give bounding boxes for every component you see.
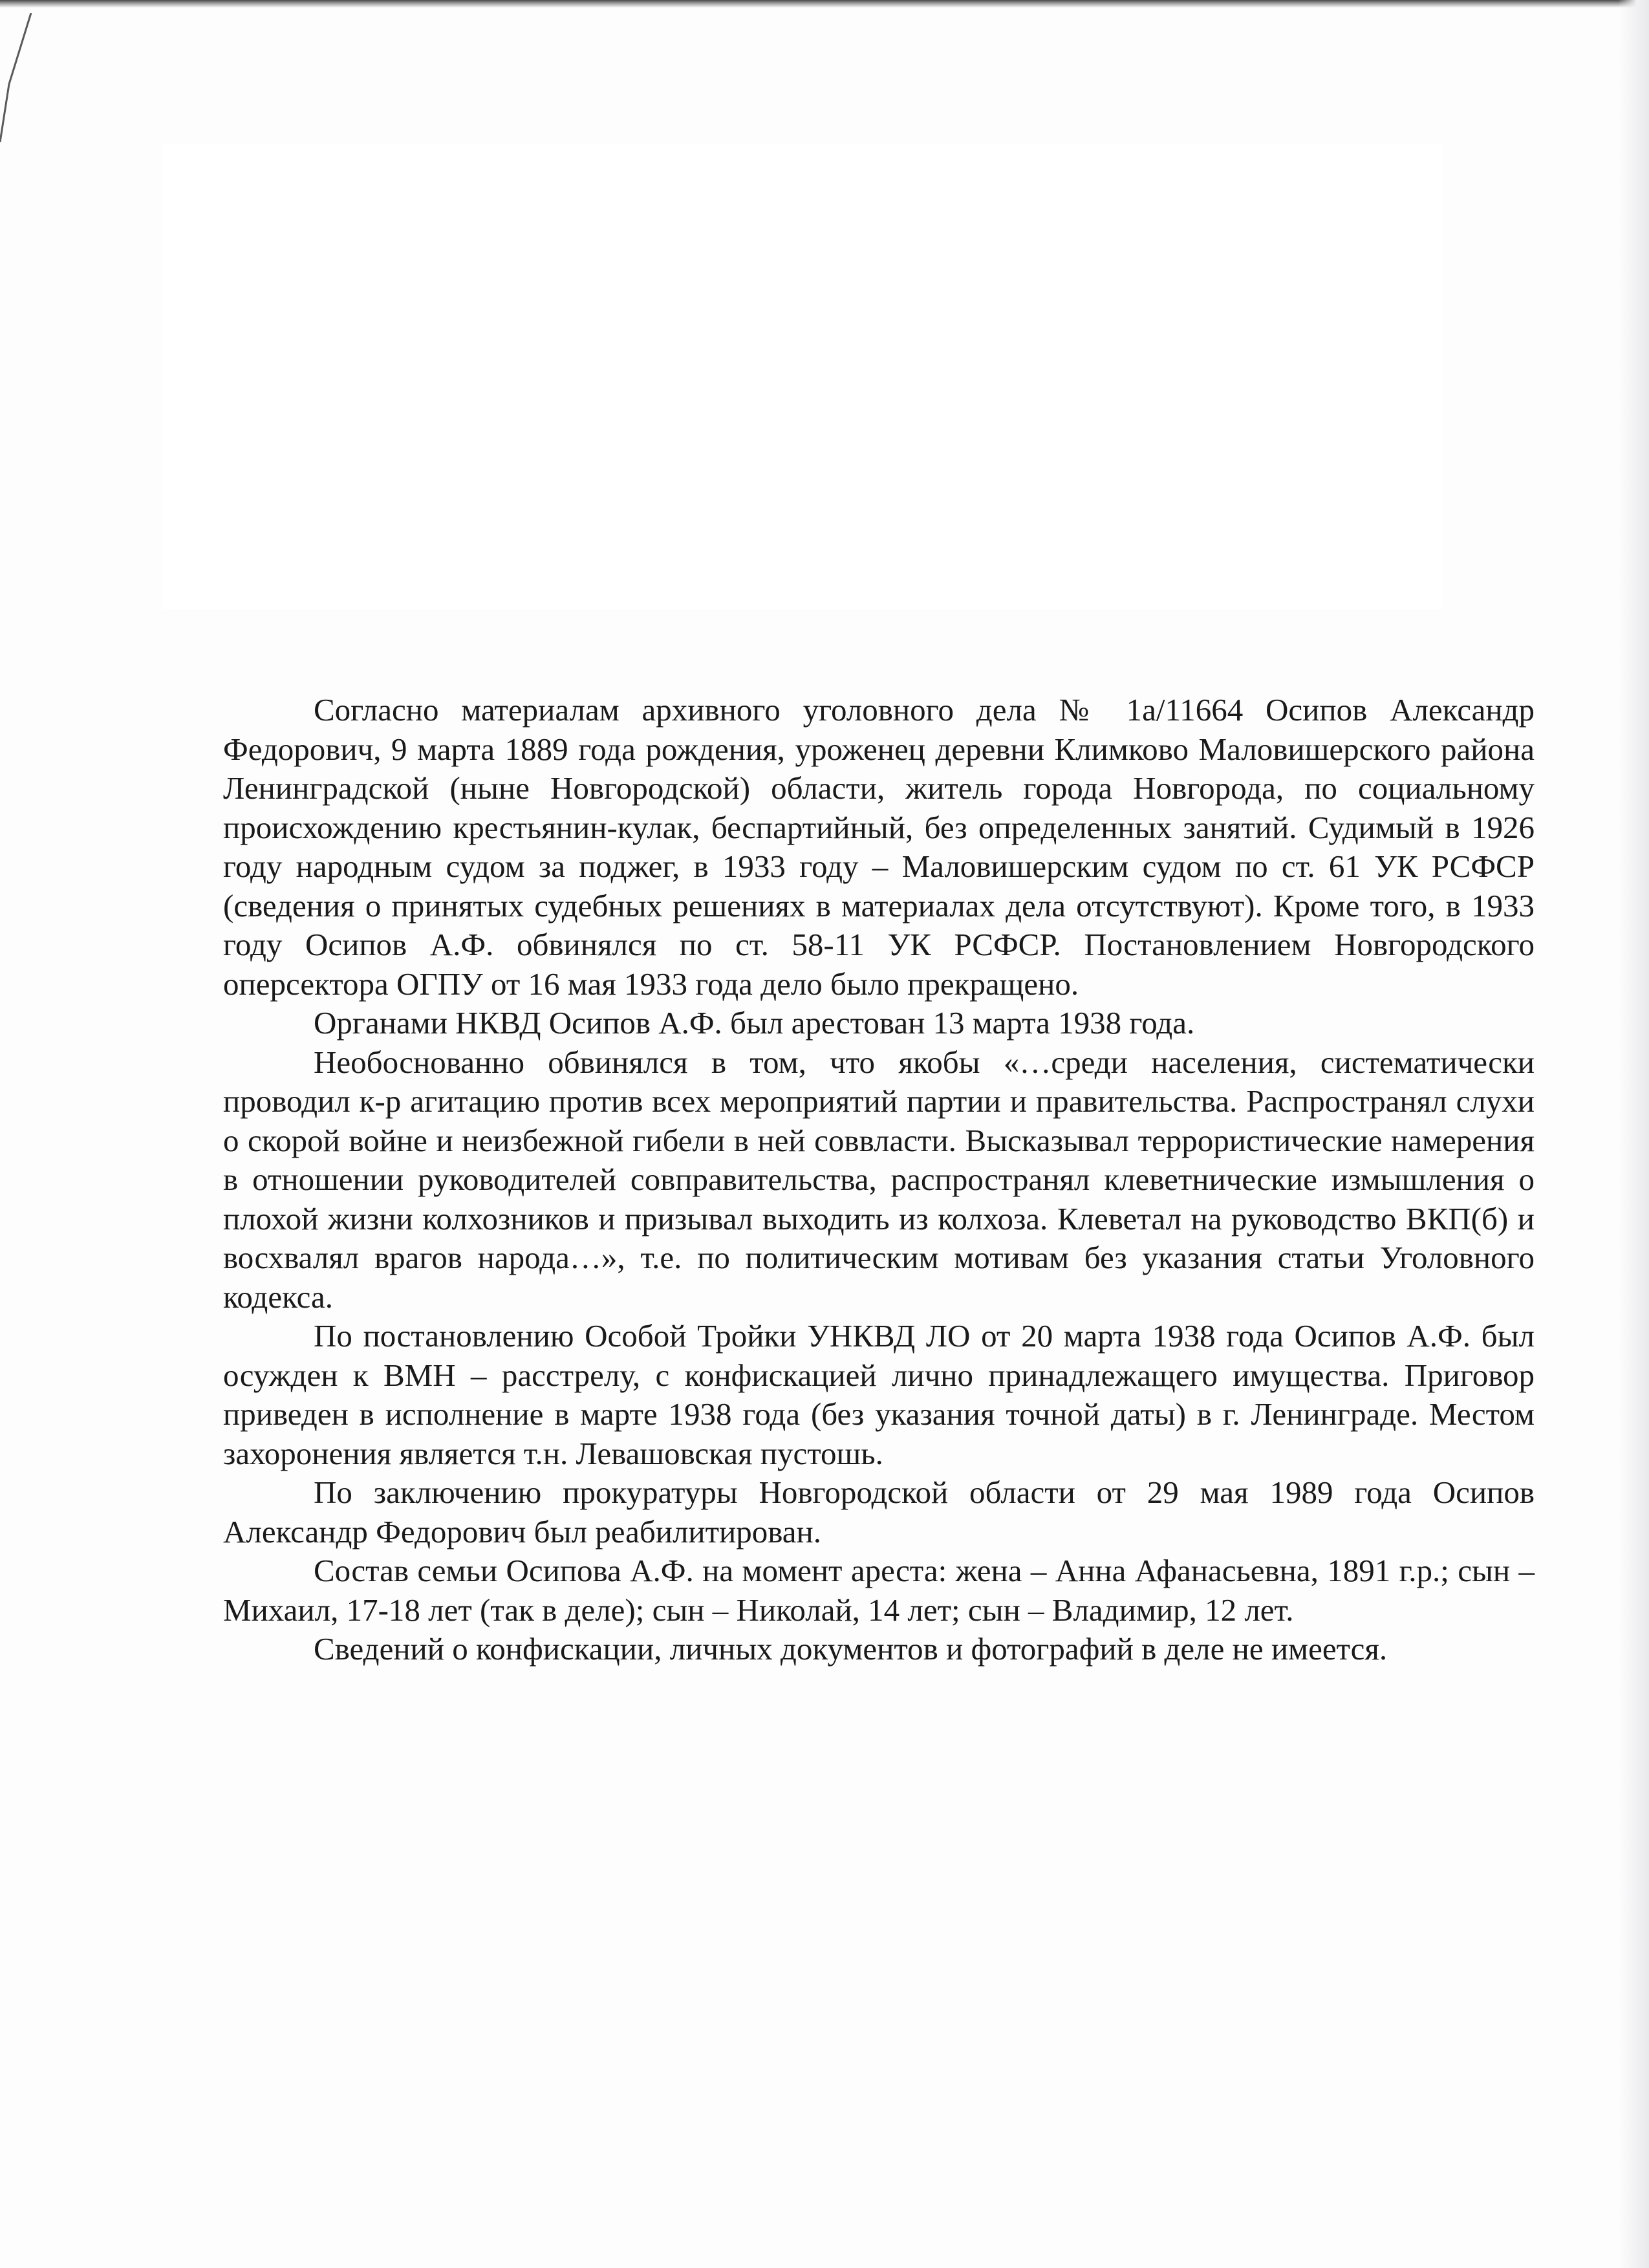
- scan-right-edge: [1618, 0, 1649, 2268]
- paragraph-case-summary: Согласно материалам архивного уголовного дела № 1а/11664 Осипов Александр Федорович, 9 марта 1889 года рождения, уроженец деревни Климково Маловишерского района Ленинградской (ныне Новгородской) области, житель города Новгорода, по социальному происхождению крестьянин-кулак, беспартийный, без определенных занятий. Судимый в 1926 году народным судом за поджег, в 1933 году – Маловишерским судом по ст. 61 УК РСФСР (сведения о принятых судебных решениях в материалах дела отсутствуют). Кроме того, в 1933 году Осипов А.Ф. обвинялся по ст. 58-11 УК РСФСР. Постановлением Новгородского оперсектора ОГПУ от 16 мая 1933 года дело было прекращено.: [223, 692, 1535, 1002]
- paragraph-sentence: По постановлению Особой Тройки УНКВД ЛО от 20 марта 1938 года Осипов А.Ф. был осужден к ВМН – расстрелу, с конфискацией лично принадлежащего имущества. Приговор приведен в исполнение в марте 1938 года (без указания точной даты) в г. Ленинграде. Местом захоронения является т.н. Левашовская пустошь.: [223, 1318, 1535, 1471]
- document-body: [223, 691, 1535, 1669]
- paragraph-accusation: Необоснованно обвинялся в том, что якобы «…среди населения, систематически проводил к-р агитацию против всех мероприятий партии и правительства. Распространял слухи о скорой войне и неизбежной гибели в ней соввласти. Высказывал террористические намерения в отношении руководителей совправительства, распространял клеветнические измышления о плохой жизни колхозников и призывал выходить из колхоза. Клеветал на руководство ВКП(б) и восхвалял врагов народа…», т.е. по политическим мотивам без указания статьи Уголовного кодекса.: [223, 1044, 1535, 1315]
- scan-top-edge: [0, 0, 1649, 8]
- paragraph-rehabilitation: По заключению прокуратуры Новгородской области от 29 мая 1989 года Осипов Александр Федорович был реабилитирован.: [223, 1474, 1535, 1550]
- paragraph-family: Состав семьи Осипова А.Ф. на момент ареста: жена – Анна Афанасьевна, 1891 г.р.; сын – Михаил, 17-18 лет (так в деле); сын – Николай, 14 лет; сын – Владимир, 12 лет.: [223, 1553, 1535, 1628]
- redacted-header-area: [162, 144, 1442, 609]
- paragraph-confiscation: Сведений о конфискации, личных документов и фотографий в деле не имеется.: [314, 1631, 1388, 1667]
- scan-corner-mark: [0, 13, 39, 142]
- paragraph-arrest: Органами НКВД Осипов А.Ф. был арестован 13 марта 1938 года.: [314, 1005, 1195, 1041]
